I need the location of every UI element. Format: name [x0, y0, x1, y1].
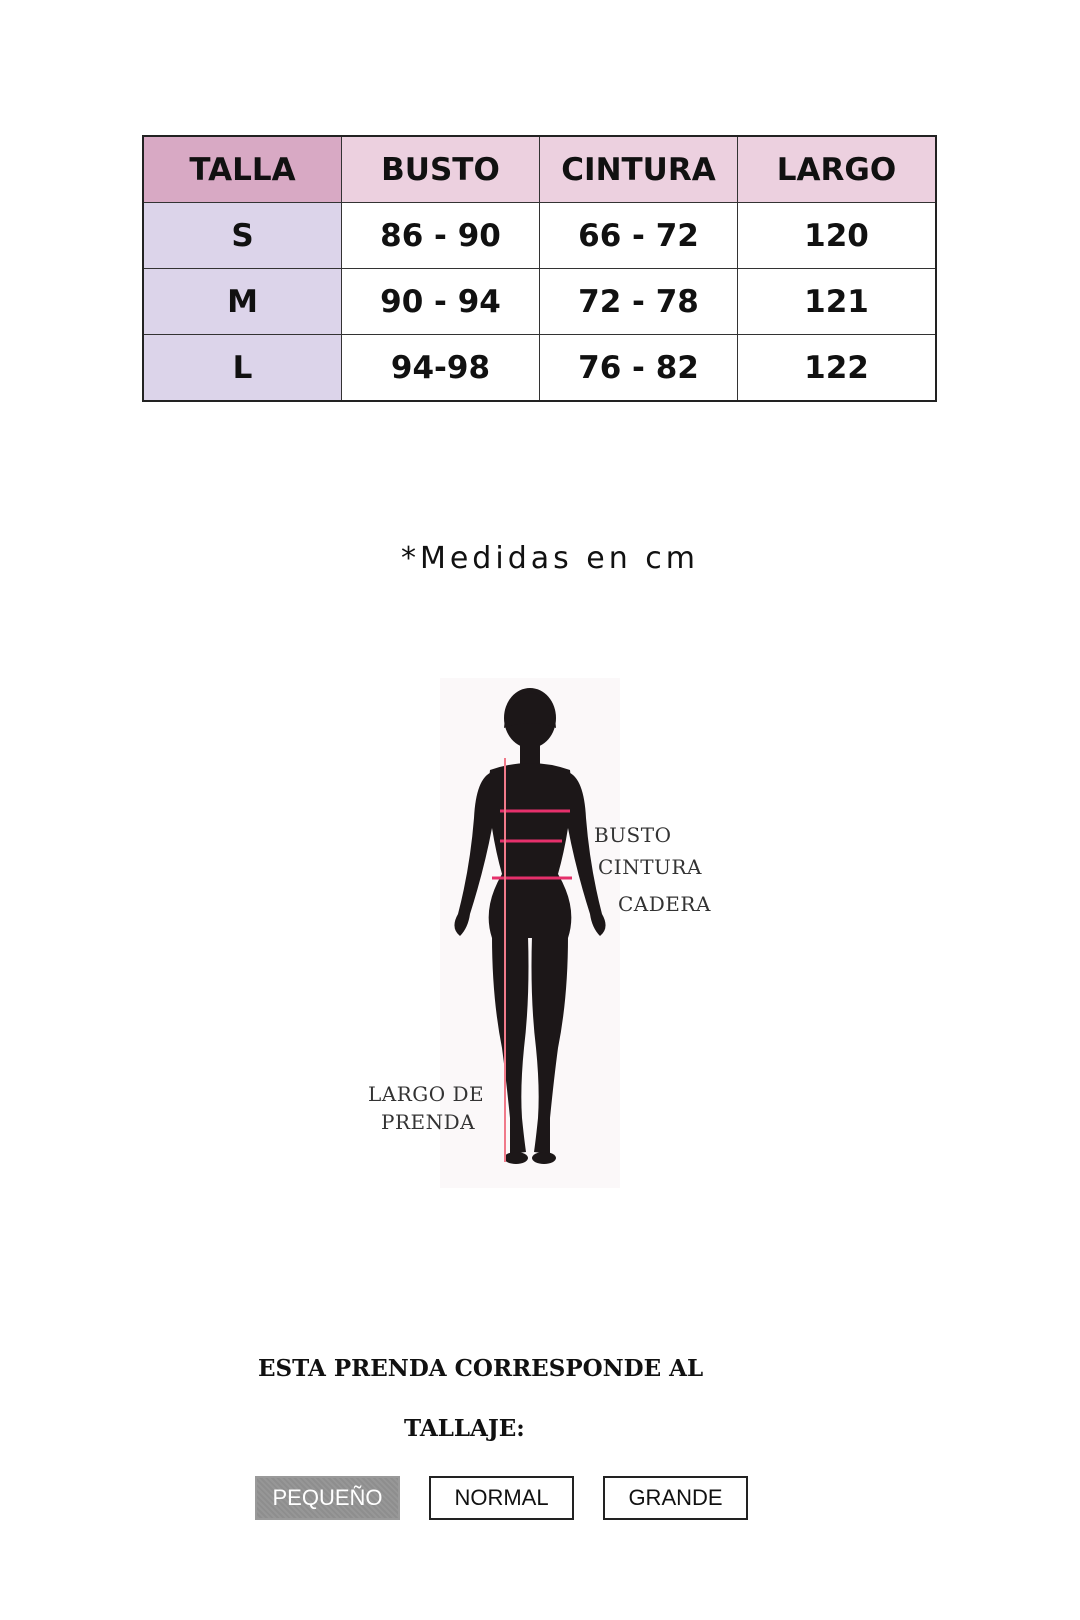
cintura-value: 66 - 72: [540, 203, 738, 269]
label-busto: BUSTO: [594, 823, 672, 847]
cintura-value: 72 - 78: [540, 269, 738, 335]
fit-option-small[interactable]: PEQUEÑO: [255, 1476, 400, 1520]
fit-option-large[interactable]: GRANDE: [603, 1476, 748, 1520]
fit-subheading: TALLAJE:: [404, 1415, 525, 1442]
header-busto: BUSTO: [342, 137, 540, 203]
header-cintura: CINTURA: [540, 137, 738, 203]
table-row: [144, 335, 936, 401]
size-label-l: L: [144, 335, 342, 401]
size-label-m: M: [144, 269, 342, 335]
largo-value: 120: [738, 203, 936, 269]
cintura-value: 76 - 82: [540, 335, 738, 401]
table-row: [144, 269, 936, 335]
label-cadera: CADERA: [618, 892, 711, 916]
units-note: *Medidas en cm: [400, 541, 700, 576]
table-row: [144, 203, 936, 269]
fit-option-normal[interactable]: NORMAL: [429, 1476, 574, 1520]
size-label-s: S: [144, 203, 342, 269]
busto-value: 90 - 94: [342, 269, 540, 335]
busto-value: 86 - 90: [342, 203, 540, 269]
largo-value: 121: [738, 269, 936, 335]
header-largo: LARGO: [738, 137, 936, 203]
fit-heading: ESTA PRENDA CORRESPONDE AL: [258, 1355, 704, 1382]
table-header-row: [144, 137, 936, 203]
label-largo-line1: LARGO DE: [368, 1082, 485, 1106]
size-chart-table: [143, 136, 936, 401]
label-cintura: CINTURA: [598, 855, 702, 879]
busto-value: 94-98: [342, 335, 540, 401]
largo-value: 122: [738, 335, 936, 401]
label-largo-line2: PRENDA: [381, 1110, 476, 1134]
header-talla: TALLA: [144, 137, 342, 203]
